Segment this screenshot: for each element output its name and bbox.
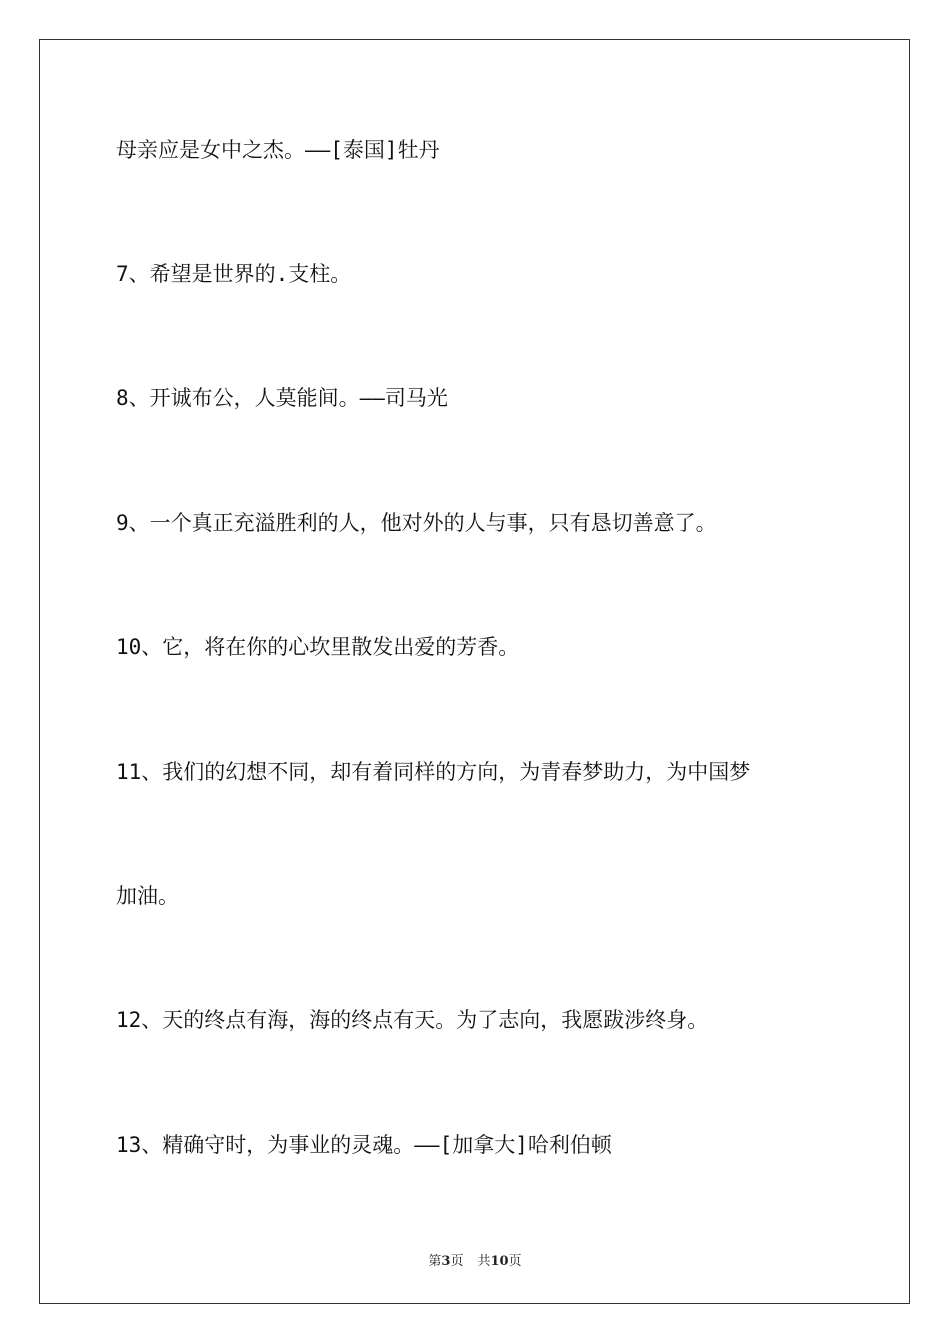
text-line: 母亲应是女中之杰。——[泰国]牡丹 [116,138,440,162]
text-line: 13、精确守时，为事业的灵魂。——[加拿大]哈利伯顿 [116,1133,612,1157]
page-prefix: 第 [428,1254,442,1269]
total-prefix: 共 [477,1254,491,1269]
page-frame [39,39,910,1304]
page-number-total: 10 [490,1254,509,1269]
text-line: 8、开诚布公，人莫能间。——司马光 [116,386,448,410]
page-suffix: 页 [450,1254,464,1269]
total-suffix: 页 [508,1254,522,1269]
text-line: 12、天的终点有海，海的终点有天。为了志向，我愿跋涉终身。 [116,1008,709,1032]
text-line: 10、它，将在你的心坎里散发出爱的芳香。 [116,635,520,659]
page-footer [0,1250,950,1269]
page-number-current: 3 [441,1254,451,1269]
text-line: 11、我们的幻想不同，却有着同样的方向，为青春梦助力，为中国梦 [116,760,751,784]
text-line: 7、希望是世界的.支柱。 [116,262,352,286]
text-line: 9、一个真正充溢胜利的人，他对外的人与事，只有恳切善意了。 [116,511,717,535]
text-line: 加油。 [116,884,179,908]
